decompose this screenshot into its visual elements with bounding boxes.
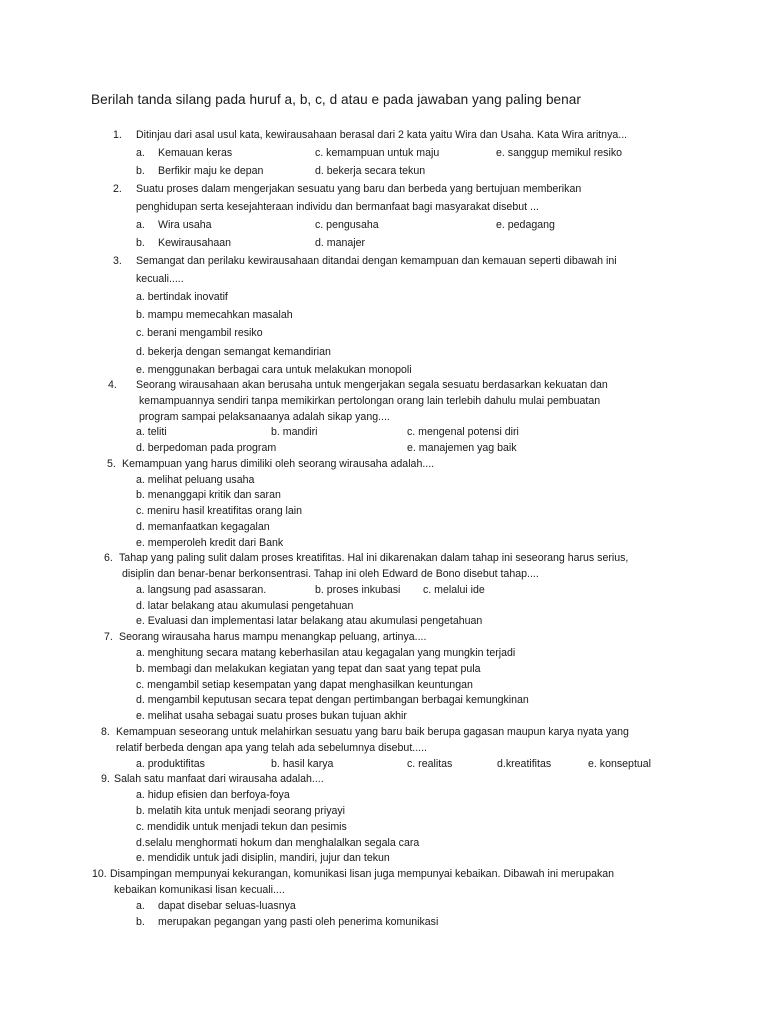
- option-text: a. produktifitas: [136, 758, 205, 770]
- option-letter: a.: [136, 219, 145, 231]
- question-number: 8.: [101, 726, 110, 738]
- question-text: program sampai pelaksanaanya adalah sikap yang....: [139, 411, 390, 423]
- question-number: 3.: [113, 255, 122, 267]
- question-text: Semangat dan perilaku kewirausahaan ditandai dengan kemampuan dan kemauan seperti dibawah ini: [136, 255, 617, 267]
- option-text: e. melihat usaha sebagai suatu proses bukan tujuan akhir: [136, 710, 407, 722]
- question-text: Seorang wirausahaan akan berusaha untuk mengerjakan segala sesuatu berdasarkan kekuatan dan: [136, 379, 608, 391]
- option-text: a. langsung pad asassaran.: [136, 584, 267, 596]
- option-text: d. latar belakang atau akumulasi pengetahuan: [136, 600, 354, 612]
- option-letter: b.: [136, 237, 145, 249]
- question-number: 1.: [113, 129, 122, 141]
- option-text: b. menanggapi kritik dan saran: [136, 489, 281, 501]
- option-text: e. Evaluasi dan implementasi latar belakang atau akumulasi pengetahuan: [136, 615, 483, 627]
- option-text: e. konseptual: [588, 758, 652, 770]
- option-text: c. berani mengambil resiko: [136, 327, 263, 339]
- option-text: e. manajemen yag baik: [407, 442, 517, 454]
- question-text: Kemampuan yang harus dimiliki oleh seorang wirausaha adalah....: [122, 458, 435, 470]
- question-text: Ditinjau dari asal usul kata, kewirausahaan berasal dari 2 kata yaitu Wira dan Usaha. Kata Wira aritnya...: [136, 129, 628, 141]
- question-text: kebaikan komunikasi lisan kecuali....: [114, 884, 285, 896]
- question-text: Suatu proses dalam mengerjakan sesuatu yang baru dan berbeda yang bertujuan memberikan: [136, 183, 582, 195]
- option-text: b. melatih kita untuk menjadi seorang priyayi: [136, 805, 346, 817]
- option-text: c. meniru hasil kreatifitas orang lain: [136, 505, 303, 517]
- option-text: d.selalu menghormati hokum dan menghalalkan segala cara: [136, 837, 420, 849]
- option-text: b. proses inkubasi: [315, 584, 401, 596]
- option-text: Wira usaha: [158, 219, 212, 231]
- question-text: Seorang wirausaha harus mampu menangkap peluang, artinya....: [119, 631, 427, 643]
- option-text: d. berpedoman pada program: [136, 442, 277, 454]
- question-number: 4.: [108, 379, 117, 391]
- option-letter: b.: [136, 916, 145, 928]
- option-text: a. melihat peluang usaha: [136, 474, 255, 486]
- option-text: b. hasil karya: [271, 758, 334, 770]
- option-text: c. mendidik untuk menjadi tekun dan pesimis: [136, 821, 347, 833]
- question-number: 10.: [92, 868, 107, 880]
- option-text: a. teliti: [136, 426, 167, 438]
- option-text: c. mengenal potensi diri: [407, 426, 519, 438]
- option-text: Kewirausahaan: [158, 237, 232, 249]
- option-text: Kemauan keras: [158, 147, 233, 159]
- option-text: Berfikir maju ke depan: [158, 165, 264, 177]
- option-text: b. membagi dan melakukan kegiatan yang tepat dan saat yang tepat pula: [136, 663, 481, 675]
- option-text: d.kreatifitas: [497, 758, 552, 770]
- option-text: e. menggunakan berbagai cara untuk melakukan monopoli: [136, 364, 412, 376]
- option-text: c. melalui ide: [423, 584, 485, 596]
- option-text: dapat disebar seluas-luasnya: [158, 900, 296, 912]
- option-letter: a.: [136, 147, 145, 159]
- option-text: c. realitas: [407, 758, 453, 770]
- question-text: Tahap yang paling sulit dalam proses kreatifitas. Hal ini dikarenakan dalam tahap ini seseorang harus serius,: [119, 552, 629, 564]
- question-text: kemampuannya sendiri tanpa memikirkan pertolongan orang lain terlebih dahulu mulai pembuatan: [139, 395, 601, 407]
- option-text: b. mandiri: [271, 426, 318, 438]
- question-text: Disampingan mempunyai kekurangan, komunikasi lisan juga mempunyai kebaikan. Dibawah ini merupakan: [110, 868, 615, 880]
- question-number: 9.: [101, 773, 110, 785]
- option-text: e. sanggup memikul resiko: [496, 147, 623, 159]
- question-number: 6.: [104, 552, 113, 564]
- option-text: d. memanfaatkan kegagalan: [136, 521, 270, 533]
- option-text: e. memperoleh kredit dari Bank: [136, 537, 284, 549]
- question-text: relatif berbeda dengan apa yang telah ada sebelumnya disebut.....: [116, 742, 427, 754]
- option-letter: b.: [136, 165, 145, 177]
- option-text: c. kemampuan untuk maju: [315, 147, 440, 159]
- question-text: disiplin dan benar-benar berkonsentrasi. Tahap ini oleh Edward de Bono disebut tahap....: [122, 568, 539, 580]
- question-number: 5.: [107, 458, 116, 470]
- option-text: d. bekerja secara tekun: [315, 165, 426, 177]
- option-text: merupakan pegangan yang pasti oleh penerima komunikasi: [158, 916, 439, 928]
- question-text: Kemampuan seseorang untuk melahirkan sesuatu yang baru baik berupa gagasan maupun karya nyata yang: [116, 726, 629, 738]
- question-number: 7.: [104, 631, 113, 643]
- question-number: 2.: [113, 183, 122, 195]
- option-letter: a.: [136, 900, 145, 912]
- option-text: c. mengambil setiap kesempatan yang dapat menghasilkan keuntungan: [136, 679, 473, 691]
- option-text: b. mampu memecahkan masalah: [136, 309, 293, 321]
- option-text: a. bertindak inovatif: [136, 291, 228, 303]
- option-text: c. pengusaha: [315, 219, 379, 231]
- option-text: a. menghitung secara matang keberhasilan atau kegagalan yang mungkin terjadi: [136, 647, 516, 659]
- option-text: d. manajer: [315, 237, 366, 249]
- option-text: e. pedagang: [496, 219, 555, 231]
- option-text: a. hidup efisien dan berfoya-foya: [136, 789, 290, 801]
- instruction-heading: Berilah tanda silang pada huruf a, b, c, d atau e pada jawaban yang paling benar: [91, 92, 581, 107]
- option-text: d. bekerja dengan semangat kemandirian: [136, 346, 331, 358]
- question-text: Salah satu manfaat dari wirausaha adalah....: [114, 773, 324, 785]
- option-text: e. mendidik untuk jadi disiplin, mandiri, jujur dan tekun: [136, 852, 390, 864]
- option-text: d. mengambil keputusan secara tepat dengan pertimbangan berbagai kemungkinan: [136, 694, 529, 706]
- question-text: penghidupan serta kesejahteraan individu dan bermanfaat bagi masyarakat disebut ...: [136, 201, 539, 213]
- question-text: kecuali.....: [136, 273, 184, 285]
